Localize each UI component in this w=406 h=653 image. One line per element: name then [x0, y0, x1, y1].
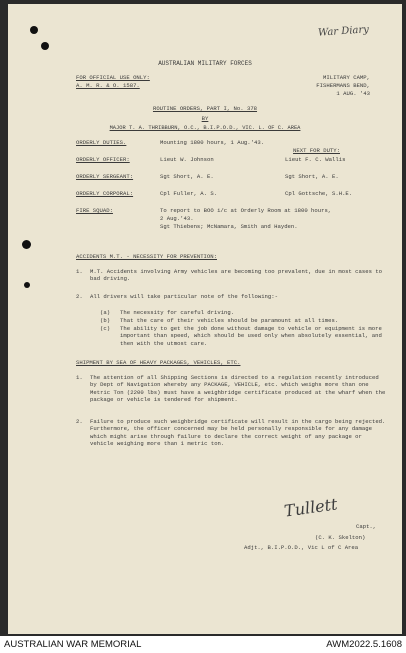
punch-hole: [24, 282, 30, 288]
classification-line: FOR OFFICIAL USE ONLY:: [76, 74, 150, 81]
reference-line: A. M. R. & O. 1587.: [76, 82, 140, 89]
next-duty-heading: NEXT FOR DUTY:: [293, 147, 340, 154]
signatory-rank: Capt.,: [356, 523, 377, 530]
by-line: BY: [201, 115, 209, 122]
duty-next-value: Lieut F. C. Wallis: [285, 156, 346, 163]
list-item: The necessity for careful driving.: [120, 309, 235, 316]
duty-label: ORDERLY SERGEANT:: [76, 173, 134, 180]
paragraph-number: 2.: [76, 293, 83, 300]
punch-hole: [30, 26, 38, 34]
footer-credit: AUSTRALIAN WAR MEMORIAL: [4, 639, 142, 650]
fire-squad-line: Sgt Thiebens; McNamara, Smith and Hayden.: [160, 223, 298, 230]
signature: Tullett: [282, 494, 339, 521]
fire-squad-line: 2 Aug.'43.: [160, 215, 194, 222]
duty-label: ORDERLY DUTIES.: [76, 139, 127, 146]
location-line: MILITARY CAMP,: [323, 74, 370, 81]
paragraph: The attention of all Shipping Sections is directed to a regulation recently introduced by Dept of Navigation whereby any PACKAGE, VEHICLE, etc. which weighs more than one Metric Ton (2200 lbs) must have a weighbridge certificate produced at the wharf when the package or vehicle is tendered for shipment.: [90, 374, 386, 404]
punch-hole: [41, 42, 49, 50]
list-marker: (b): [100, 317, 111, 324]
punch-hole: [22, 240, 31, 249]
list-item: That the care of their vehicles should be paramount at all times.: [120, 317, 339, 324]
list-item: The ability to get the job done without damage to vehicle or equipment is more important than speed, which should be used only when absolutely essential, and then with the utmost care.: [120, 325, 382, 347]
signatory-name: (C. K. Skelton): [315, 534, 366, 541]
duty-next-value: Sgt Short, A. E.: [285, 173, 339, 180]
section-heading: ACCIDENTS M.T. - NECESSITY FOR PREVENTION:: [76, 253, 217, 260]
fire-squad-label: FIRE SQUAD:: [76, 207, 113, 214]
duty-value: Sgt Short, A. E.: [160, 173, 214, 180]
section-heading: SHIPMENT BY SEA OF HEAVY PACKAGES, VEHICLES, ETC.: [76, 359, 241, 366]
paragraph: All drivers will take particular note of the following:-: [90, 293, 278, 300]
list-marker: (c): [100, 325, 111, 332]
handwritten-annotation: War Diary: [317, 24, 370, 39]
list-marker: (a): [100, 309, 111, 316]
duty-next-value: Cpl Gottsche, S.H.E.: [285, 190, 353, 197]
duty-label: ORDERLY OFFICER:: [76, 156, 130, 163]
fire-squad-line: To report to BOO i/c at Orderly Room at 1800 hours,: [160, 207, 332, 214]
duty-value: Lieut W. Johnson: [160, 156, 214, 163]
paragraph: M.T. Accidents involving Army vehicles are becoming too prevalent, due in most cases to bad driving.: [90, 268, 383, 283]
paragraph: Failure to produce such weighbridge certificate will result in the cargo being rejected. Furthermore, the officer concerned may be held personally responsible for any damage which might arise through failure to declare the correct weight of any package or vehicle weighing more than 1 metric ton.: [90, 418, 386, 448]
paragraph-number: 2.: [76, 418, 83, 425]
signatory-appointment: Adjt., B.I.P.O.D., Vic L of C Area: [244, 544, 359, 551]
footer-accession-number: AWM2022.5.1608: [326, 639, 402, 650]
document-page: [8, 4, 402, 634]
date-line: 1 AUG. '43: [336, 90, 370, 97]
paragraph-number: 1.: [76, 268, 83, 275]
footer-bar: [0, 636, 406, 653]
location-line: FISHERMANS BEND,: [316, 82, 370, 89]
orders-title: ROUTINE ORDERS, PART I, No. 378: [152, 105, 258, 112]
paragraph-number: 1.: [76, 374, 83, 381]
document-title: AUSTRALIAN MILITARY FORCES: [158, 60, 252, 67]
duty-value: Mounting 1800 hours, 1 Aug.'43.: [160, 139, 265, 146]
duty-label: ORDERLY CORPORAL:: [76, 190, 134, 197]
duty-value: Cpl Fuller, A. S.: [160, 190, 218, 197]
issuing-officer: MAJOR T. A. THRIBBURN, O.C., B.I.P.O.D., VIC. L. OF C. AREA: [109, 125, 301, 131]
